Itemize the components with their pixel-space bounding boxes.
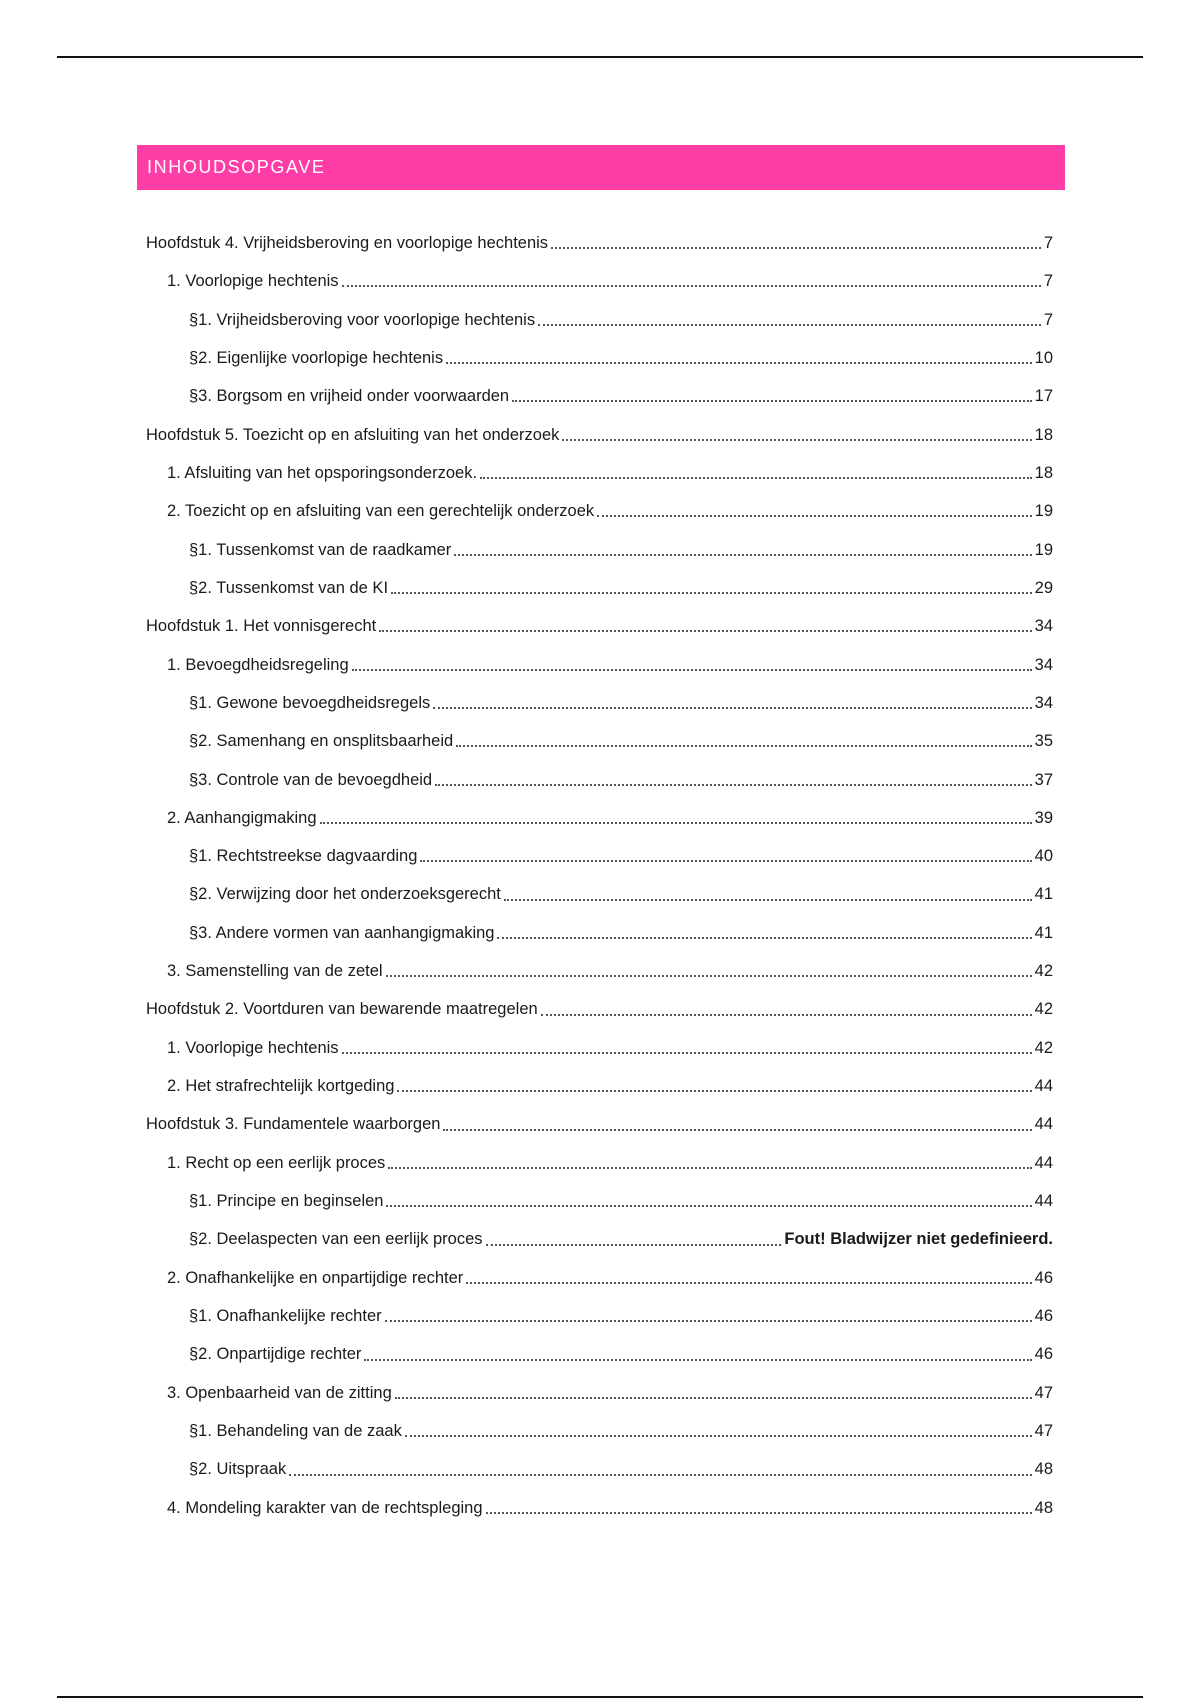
toc-dot-leader <box>388 1167 1031 1169</box>
toc-entry[interactable] <box>146 1029 1053 1067</box>
toc-entry[interactable] <box>146 952 1053 990</box>
toc-entry-page-number: 44 <box>1034 1115 1053 1134</box>
toc-dot-leader <box>480 477 1032 479</box>
toc-entry-page-number: 29 <box>1034 578 1053 597</box>
toc-entry-title: 4. Mondeling karakter van de rechtspleging <box>167 1498 483 1517</box>
toc-entry-title: §1. Rechtstreekse dagvaarding <box>189 847 418 866</box>
toc-entry-title: §1. Gewone bevoegdheidsregels <box>189 693 431 712</box>
toc-entry-title: §2. Uitspraak <box>189 1460 287 1479</box>
toc-entry-page-number: 18 <box>1034 425 1053 444</box>
toc-entry[interactable] <box>146 646 1053 684</box>
toc-entry-page-number: 7 <box>1043 272 1053 291</box>
toc-entry[interactable] <box>146 262 1053 300</box>
toc-entry-page-number: 46 <box>1034 1307 1053 1326</box>
toc-dot-leader <box>497 937 1031 939</box>
toc-entry[interactable] <box>146 339 1053 377</box>
toc-entry[interactable] <box>146 876 1053 914</box>
toc-entry[interactable] <box>146 799 1053 837</box>
toc-entry[interactable] <box>146 1067 1053 1105</box>
toc-entry-page-number: 34 <box>1034 693 1053 712</box>
toc-heading: INHOUDSOPGAVE <box>147 157 326 177</box>
toc-dot-leader <box>420 860 1031 862</box>
toc-dot-leader <box>379 630 1031 632</box>
toc-dot-leader <box>456 745 1031 747</box>
toc-entry-title: 1. Voorlopige hechtenis <box>167 272 339 291</box>
toc-entry-page-number: 46 <box>1034 1345 1053 1364</box>
top-rule <box>57 56 1143 58</box>
toc-entry-page-number: 35 <box>1034 732 1053 751</box>
toc-entry[interactable] <box>146 1144 1053 1182</box>
toc-entry[interactable] <box>146 1336 1053 1374</box>
toc-entry-page-number: 18 <box>1034 463 1053 482</box>
toc-dot-leader <box>386 1205 1031 1207</box>
toc-entry-title: Hoofdstuk 2. Voortduren van bewarende maatregelen <box>146 1000 538 1019</box>
toc-dot-leader <box>454 554 1031 556</box>
toc-entry-page-number: 41 <box>1034 923 1053 942</box>
toc-dot-leader <box>562 439 1031 441</box>
toc-entry-title: Hoofdstuk 4. Vrijheidsberoving en voorlopige hechtenis <box>146 233 549 252</box>
toc-entry[interactable] <box>146 837 1053 875</box>
toc-entry-title: §3. Controle van de bevoegdheid <box>189 770 433 789</box>
toc-entry-title: 2. Onafhankelijke en onpartijdige rechter <box>167 1268 464 1287</box>
toc-dot-leader <box>435 784 1032 786</box>
toc-entry[interactable] <box>146 722 1053 760</box>
toc-entry[interactable] <box>146 492 1053 530</box>
toc-entry[interactable] <box>146 1412 1053 1450</box>
toc-entry-title: 2. Aanhangigmaking <box>167 808 317 827</box>
toc-dot-leader <box>551 247 1041 249</box>
toc-entry[interactable] <box>146 684 1053 722</box>
toc-entry[interactable] <box>146 1259 1053 1297</box>
toc-entry-title: 1. Bevoegdheidsregeling <box>167 655 349 674</box>
toc-entry-page-number: 7 <box>1043 233 1053 252</box>
toc-entry-page-number: 48 <box>1034 1498 1053 1517</box>
toc-entry[interactable] <box>146 1221 1053 1259</box>
toc-entry-title: §2. Onpartijdige rechter <box>189 1345 362 1364</box>
toc-entry-page-number: 44 <box>1034 1192 1053 1211</box>
toc-entry-page-number: 7 <box>1043 310 1053 329</box>
toc-entry[interactable] <box>146 416 1053 454</box>
toc-entry[interactable] <box>146 454 1053 492</box>
toc-entry-page-number: 41 <box>1034 885 1053 904</box>
toc-dot-leader <box>512 400 1032 402</box>
toc-entry[interactable] <box>146 377 1053 415</box>
toc-dot-leader <box>446 362 1032 364</box>
toc-entry-title: §2. Tussenkomst van de KI <box>189 578 389 597</box>
toc-entry-title: Hoofdstuk 3. Fundamentele waarborgen <box>146 1115 441 1134</box>
toc-entry-title: §1. Tussenkomst van de raadkamer <box>189 540 452 559</box>
toc-dot-leader <box>364 1359 1031 1361</box>
toc-dot-leader <box>504 899 1032 901</box>
toc-entry-title: §3. Andere vormen van aanhangigmaking <box>189 923 495 942</box>
toc-entry-title: §1. Behandeling van de zaak <box>189 1422 402 1441</box>
toc-entry-page-number: 46 <box>1034 1268 1053 1287</box>
toc-entry-page-number: 44 <box>1034 1153 1053 1172</box>
toc-entry-page-number: 40 <box>1034 847 1053 866</box>
toc-entry[interactable] <box>146 531 1053 569</box>
toc-dot-leader <box>443 1129 1031 1131</box>
toc-entry-page-number: 48 <box>1034 1460 1053 1479</box>
toc-entry-title: §3. Borgsom en vrijheid onder voorwaarden <box>189 387 510 406</box>
toc-entry[interactable] <box>146 569 1053 607</box>
toc-entry[interactable] <box>146 1106 1053 1144</box>
toc-dot-leader <box>391 592 1032 594</box>
toc-entry-title: §2. Eigenlijke voorlopige hechtenis <box>189 348 444 367</box>
toc-dot-leader <box>385 1320 1032 1322</box>
toc-dot-leader <box>541 1014 1032 1016</box>
toc-entry[interactable] <box>146 224 1053 262</box>
toc-dot-leader <box>466 1282 1031 1284</box>
toc-dot-leader <box>386 975 1032 977</box>
toc-entry[interactable] <box>146 761 1053 799</box>
toc-entry[interactable] <box>146 914 1053 952</box>
toc-entry-title: 2. Het strafrechtelijk kortgeding <box>167 1077 395 1096</box>
toc-entry-page-number: 34 <box>1034 617 1053 636</box>
toc-entry-title: §1. Onafhankelijke rechter <box>189 1307 382 1326</box>
toc-dot-leader <box>433 707 1031 709</box>
toc-dot-leader <box>597 515 1032 517</box>
toc-dot-leader <box>342 285 1041 287</box>
table-of-contents <box>146 224 1053 1527</box>
toc-entry-title: 1. Recht op een eerlijk proces <box>167 1153 386 1172</box>
toc-dot-leader <box>405 1435 1032 1437</box>
toc-entry-title: §1. Principe en beginselen <box>189 1192 384 1211</box>
toc-dot-leader <box>538 324 1041 326</box>
toc-entry[interactable] <box>146 991 1053 1029</box>
toc-entry-title: Hoofdstuk 5. Toezicht op en afsluiting van het onderzoek <box>146 425 560 444</box>
toc-entry-title: 3. Openbaarheid van de zitting <box>167 1383 392 1402</box>
toc-entry-title: §2. Deelaspecten van een eerlijk proces <box>189 1230 483 1249</box>
toc-entry[interactable] <box>146 1182 1053 1220</box>
toc-dot-leader <box>486 1244 782 1246</box>
toc-entry-title: 3. Samenstelling van de zetel <box>167 962 383 981</box>
toc-entry[interactable] <box>146 301 1053 339</box>
toc-entry-title: §2. Samenhang en onsplitsbaarheid <box>189 732 454 751</box>
toc-entry-title: 1. Voorlopige hechtenis <box>167 1038 339 1057</box>
toc-entry-page-number: 44 <box>1034 1077 1053 1096</box>
toc-entry[interactable] <box>146 607 1053 645</box>
toc-entry[interactable] <box>146 1451 1053 1489</box>
toc-entry-error-message: Fout! Bladwijzer niet gedefinieerd. <box>784 1230 1053 1249</box>
toc-entry-page-number: 42 <box>1034 962 1053 981</box>
toc-entry-title: §2. Verwijzing door het onderzoeksgerecht <box>189 885 501 904</box>
toc-heading-banner <box>137 145 1065 190</box>
toc-dot-leader <box>395 1397 1032 1399</box>
toc-dot-leader <box>320 822 1032 824</box>
toc-entry-page-number: 42 <box>1034 1000 1053 1019</box>
toc-entry-page-number: 37 <box>1034 770 1053 789</box>
toc-entry-page-number: 39 <box>1034 808 1053 827</box>
toc-dot-leader <box>486 1512 1032 1514</box>
toc-dot-leader <box>397 1090 1031 1092</box>
toc-entry-page-number: 47 <box>1034 1422 1053 1441</box>
toc-entry-title: §1. Vrijheidsberoving voor voorlopige hechtenis <box>189 310 536 329</box>
toc-entry-title: Hoofdstuk 1. Het vonnisgerecht <box>146 617 377 636</box>
toc-dot-leader <box>352 669 1032 671</box>
toc-entry-title: 2. Toezicht op en afsluiting van een gerechtelijk onderzoek <box>167 502 595 521</box>
toc-entry-page-number: 17 <box>1034 387 1053 406</box>
toc-entry-page-number: 10 <box>1034 348 1053 367</box>
toc-entry-page-number: 34 <box>1034 655 1053 674</box>
toc-entry[interactable] <box>146 1374 1053 1412</box>
bottom-rule <box>57 1696 1143 1698</box>
toc-entry[interactable] <box>146 1489 1053 1527</box>
toc-entry-page-number: 47 <box>1034 1383 1053 1402</box>
toc-entry-title: 1. Afsluiting van het opsporingsonderzoek. <box>167 463 478 482</box>
toc-dot-leader <box>289 1474 1031 1476</box>
toc-entry-page-number: 19 <box>1034 540 1053 559</box>
toc-entry[interactable] <box>146 1297 1053 1335</box>
toc-entry-page-number: 42 <box>1034 1038 1053 1057</box>
toc-dot-leader <box>342 1052 1032 1054</box>
toc-entry-page-number: 19 <box>1034 502 1053 521</box>
